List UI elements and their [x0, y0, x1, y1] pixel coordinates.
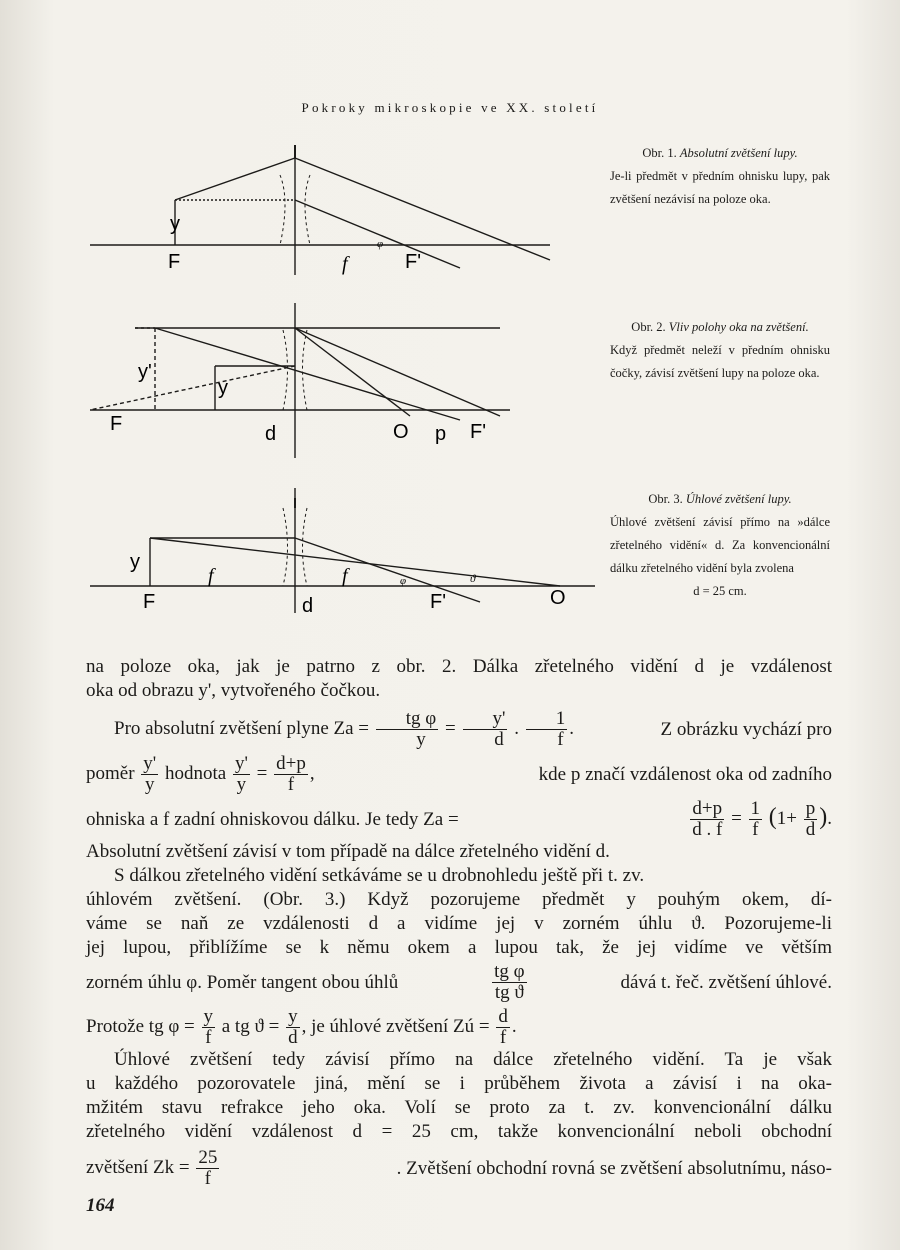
num: 1 [750, 798, 761, 819]
line-1: na poloze oka, jak je patrno z obr. 2. Dálka zřetelného vidění d je vzdálenost [86, 656, 832, 677]
figure-3 [80, 478, 600, 618]
line-7: S dálkou zřetelného vidění setkáváme se u drobnohledu ještě při t. zv. [114, 865, 645, 886]
den: f [204, 1168, 211, 1189]
one: 1 [776, 807, 787, 829]
den: tg ϑ [494, 982, 524, 1003]
eq2-text-b: hodnota [164, 762, 227, 784]
frac-tgphi-over-y [376, 709, 439, 750]
caption-2-text: Když předmět neleží v předním ohnisku čočky, závisí zvětšení lupy na poloze oka. [610, 343, 830, 380]
den: d . f [692, 819, 723, 840]
label-d: d [265, 423, 277, 445]
equation-angular: Protože tg φ = $\frac{y}{f}$ a tg ϑ = $\frac{y}{d}$ , je úhlové zvětšení Zú = $\frac{d}{f}$ . [86, 1006, 517, 1048]
frac-dplusp-over-df [690, 799, 724, 840]
caption-1-text: Je-li předmět v předním ohnisku lupy, pak zvětšení nezávisí na poloze oka. [610, 169, 830, 206]
caption-3-number: Obr. 3. [648, 492, 683, 506]
label-phi: φ [400, 575, 407, 587]
line-9: váme se naň ze vzdálenosti d a vidíme jej v zorném úhlu ϑ. Pozorujeme-li [86, 913, 832, 934]
frac-d-over-f [496, 1007, 510, 1048]
caption-1-number: Obr. 1. [642, 146, 677, 160]
figure-1-caption [610, 142, 830, 211]
figure-2-caption [610, 316, 830, 385]
frac-dplusp-over-f [274, 754, 308, 795]
label-Fprime: F' [405, 251, 422, 273]
frac-yp-over-y-2 [233, 754, 250, 795]
line-13: Úhlové zvětšení tedy závisí přímo na dálce zřetelného vidění. Ta je však [114, 1049, 832, 1070]
equation-tangent-ratio [86, 962, 832, 1003]
eq4-text-b: dává t. řeč. zvětšení úhlové. [620, 971, 832, 993]
num: tg φ [376, 709, 439, 730]
eq5-text-c: , je úhlové zvětšení Zú = [301, 1015, 490, 1037]
caption-1-title: Absolutní zvětšení lupy. [679, 146, 798, 160]
label-F: F [168, 251, 181, 273]
label-yprime: y' [138, 361, 152, 383]
eq3-text-a: ohniska a f zadní ohniskovou dálku. Je tedy Za = [86, 808, 459, 830]
caption-3-text: Úhlové zvětšení závisí přímo na »dálce zřetelného vidění« d. Za konvencionální dálku zřetelného vidění byla zvolena [610, 515, 830, 575]
caption-3-title: Úhlové zvětšení lupy. [685, 492, 792, 506]
label-Fprime: F' [430, 591, 447, 613]
num: p [805, 798, 816, 819]
den: f [557, 729, 564, 750]
eq4-text-a: zorném úhlu φ. Poměr tangent obou úhlů [86, 971, 399, 993]
label-d: d [302, 595, 314, 617]
num: d+p [690, 799, 724, 820]
eq1-text-b: Z obrázku vychází pro [660, 718, 832, 740]
frac-yp-over-y [141, 754, 158, 795]
label-y: y [218, 377, 228, 399]
den: y [236, 774, 247, 795]
label-O: O [550, 587, 566, 609]
eq5-text-a: Protože tg φ = [86, 1015, 195, 1037]
equation-ratio: poměr $\frac{y'}{y}$ hodnota $\frac{y'}{y}$ = $\frac{d+p}{f}$ , kde p značí vzdálenost oka od zadního [86, 753, 832, 795]
num: y [203, 1006, 213, 1027]
eq2-text-a: poměr [86, 762, 135, 784]
label-f: f [342, 253, 348, 275]
label-y: y [170, 213, 180, 235]
line-8: úhlovém zvětšení. (Obr. 3.) Když pozorujeme předmět y pouhým okem, dí- [86, 889, 832, 910]
caption-3-last: d = 25 cm. [693, 584, 747, 598]
den: d [494, 729, 504, 750]
eq6-text-b: . Zvětšení obchodní rovná se zvětšení absolutnímu, náso- [396, 1157, 832, 1179]
frac-p-over-d [804, 799, 818, 840]
den: f [499, 1027, 507, 1048]
num: y' [463, 709, 508, 730]
num: 25 [198, 1147, 218, 1168]
eq6-text-a: zvětšení Zk = [86, 1156, 190, 1178]
num: d [498, 1006, 508, 1027]
den: f [287, 774, 295, 795]
num: y' [234, 753, 248, 774]
line-10: jej lupou, přiblížíme se k němu okem a lupou tak, že jej vidíme ve větším [86, 937, 832, 958]
running-header: Pokroky mikroskopie ve XX. století [301, 100, 599, 115]
den: f [752, 819, 759, 840]
label-F: F [143, 591, 156, 613]
label-phi: φ [377, 238, 384, 250]
den: y [416, 729, 426, 750]
line-2: oka od obrazu y', vytvořeného čočkou. [86, 680, 381, 701]
label-Fprime: F' [470, 421, 487, 443]
caption-2-number: Obr. 2. [631, 320, 666, 334]
parallel-ray [295, 200, 460, 268]
equation-absolute: Pro absolutní zvětšení plyne Za = $\frac{\text{tg φ}}{y}$ = $\frac{y'}{d}$ . $\frac{1}{f}$ . Z obrázku vychází pro [114, 708, 832, 750]
label-F: F [110, 413, 123, 435]
ray-to-lens-top [175, 158, 295, 200]
figure-3-caption [610, 488, 830, 603]
figure-3-diagram [80, 478, 600, 618]
eq5-text-b: a tg ϑ = [221, 1015, 280, 1037]
num: tg φ [494, 961, 525, 982]
den: d [288, 1027, 298, 1048]
line-14: u každého pozorovatele jiná, mění se i průběhem života a závisí i na oka- [86, 1073, 832, 1094]
figure-2-diagram [80, 298, 600, 458]
label-theta: ϑ [470, 573, 476, 585]
eq1-text-a: Pro absolutní zvětšení plyne Za = [114, 717, 370, 739]
frac-25-over-f [196, 1148, 219, 1189]
label-f2: f [342, 565, 348, 587]
line-15: mžitém stavu refrakce jeho oka. Volí se proto za t. zv. konvencionální dálku [86, 1097, 832, 1118]
den: f [205, 1027, 212, 1048]
den: y [145, 774, 155, 795]
figure-1-diagram [80, 140, 600, 290]
frac-1-over-f [526, 709, 568, 750]
frac-yp-over-d [463, 709, 508, 750]
line-6: Absolutní zvětšení závisí v tom případě na dálce zřetelného vidění d. [86, 841, 610, 862]
body-text [86, 655, 832, 1189]
num: d+p [276, 753, 306, 774]
frac-tgphi-over-tgtheta [492, 962, 527, 1003]
den: d [805, 819, 816, 840]
num: y' [143, 753, 157, 774]
figure-2 [80, 298, 600, 458]
frac-y-over-d [286, 1007, 300, 1048]
equation-commercial [86, 1148, 832, 1189]
figure-1 [80, 140, 600, 290]
page-number: 164 [86, 1195, 115, 1216]
label-f1: f [208, 565, 214, 587]
caption-2-title: Vliv polohy oka na zvětšení. [668, 320, 809, 334]
label-p: p [435, 423, 447, 445]
num: y [288, 1006, 298, 1027]
eq2-text-c: kde p značí vzdálenost oka od zadního [538, 763, 832, 785]
label-y: y [130, 551, 140, 573]
equation-za: ohniska a f zadní ohniskovou dálku. Je tedy Za = $\frac{d+p}{d . f}$ = $\frac{1}{f}$ (1+ $\frac{p}{d}$ ). [86, 798, 832, 840]
label-O: O [393, 421, 409, 443]
frac-y-over-f [202, 1007, 216, 1048]
frac-1-over-f-2 [749, 799, 763, 840]
line-16: zřetelného vidění vzdálenost d = 25 cm, takže konvencionální neboli obchodní [86, 1121, 832, 1142]
num: 1 [526, 709, 568, 730]
